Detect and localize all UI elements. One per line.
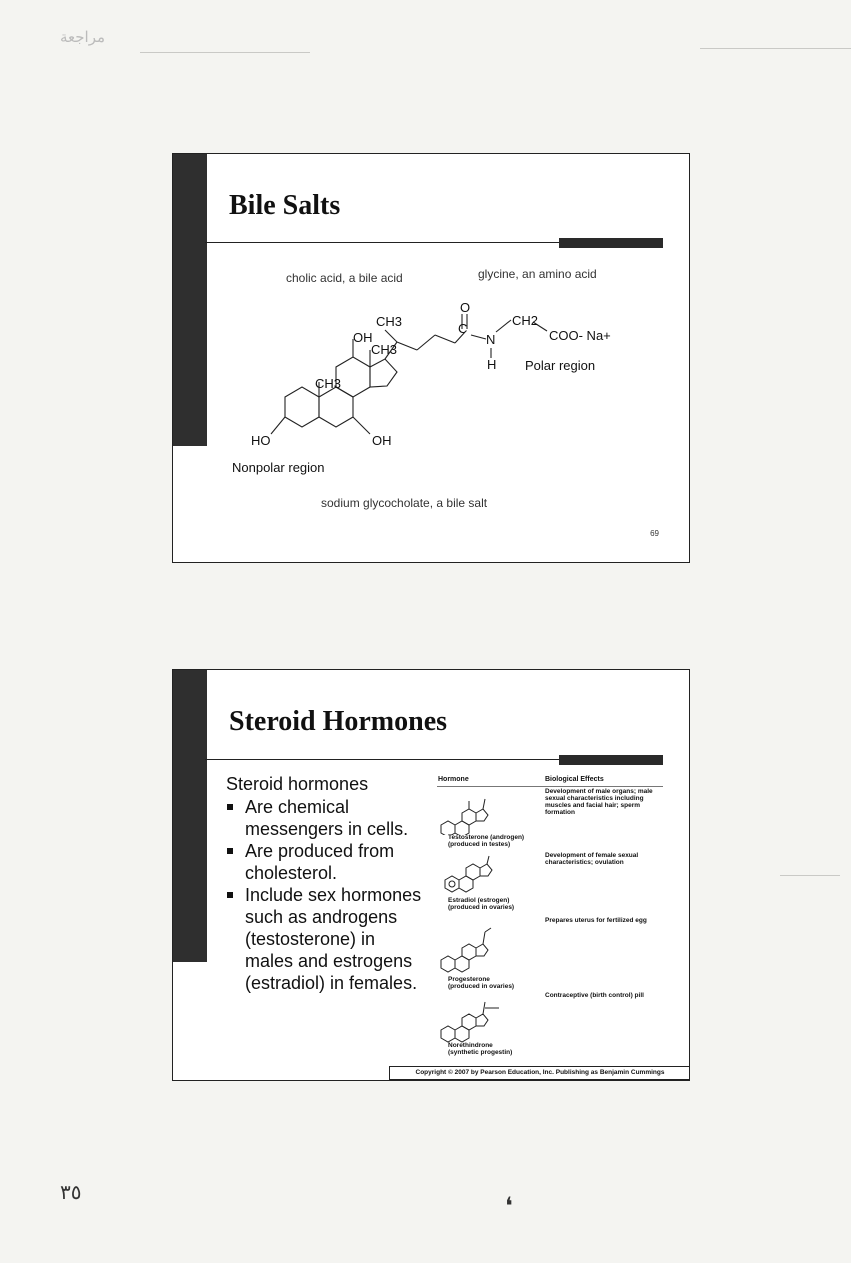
scan-header-text: ﻣﺮﺍﺟﻌﺔ bbox=[60, 29, 106, 46]
atom-h: H bbox=[487, 357, 497, 372]
hormone-name-line: Estradiol (estrogen) bbox=[448, 897, 510, 904]
slide-title: Bile Salts bbox=[229, 190, 341, 221]
scan-stray-line bbox=[780, 875, 840, 876]
hormone-effect: Development of male organs; male sexual characteristics including muscles and facial hair; sperm formation bbox=[545, 788, 653, 816]
hormone-name bbox=[448, 976, 514, 990]
hormone-source: (produced in testes) bbox=[448, 841, 511, 848]
atom-c: C bbox=[458, 321, 468, 336]
slide-bile-salts bbox=[172, 153, 690, 563]
polar-region-label: Polar region bbox=[525, 358, 596, 373]
atom-n: N bbox=[486, 332, 496, 347]
steroid-bullets bbox=[226, 796, 426, 994]
scan-rule-left bbox=[140, 52, 310, 53]
page-number: ٣٥ bbox=[60, 1182, 82, 1204]
atom-o: O bbox=[460, 300, 471, 315]
scan-rule-right bbox=[700, 48, 851, 49]
hormone-effect: Development of female sexual characteristics; ovulation bbox=[545, 852, 639, 866]
hormone-name-line: Progesterone bbox=[448, 976, 490, 983]
hormone-name-line: Norethindrone bbox=[448, 1042, 493, 1049]
ink-mark: ❛ bbox=[505, 1193, 513, 1220]
bullet-item: Are produced from cholesterol. bbox=[226, 840, 426, 884]
atom-ch3-left: CH3 bbox=[315, 376, 342, 391]
hormone-source: (produced in ovaries) bbox=[448, 983, 515, 990]
col-effects: Biological Effects bbox=[545, 776, 604, 783]
hormone-name bbox=[448, 897, 514, 911]
hormone-name bbox=[448, 1042, 512, 1056]
atom-ch3-top: CH3 bbox=[376, 314, 403, 329]
cholic-acid-label: cholic acid, a bile acid bbox=[286, 271, 403, 285]
hormone-source: (produced in ovaries) bbox=[448, 904, 515, 911]
atom-oh-bottom: OH bbox=[372, 433, 392, 448]
slide-sidebar bbox=[173, 670, 207, 962]
hormone-source: (synthetic progestin) bbox=[448, 1049, 513, 1056]
hormone-effect: Contraceptive (birth control) pill bbox=[545, 992, 644, 999]
atom-ch2: CH2 bbox=[512, 313, 539, 328]
col-hormone: Hormone bbox=[438, 776, 469, 783]
glycine-label: glycine, an amino acid bbox=[478, 267, 597, 281]
copyright-notice: Copyright © 2007 by Pearson Education, Inc. Publishing as Benjamin Cummings bbox=[389, 1066, 690, 1080]
atom-ho: HO bbox=[251, 433, 271, 448]
estradiol-structure bbox=[435, 850, 515, 898]
steroid-intro: Steroid hormones bbox=[226, 774, 369, 794]
hormone-effect: Prepares uterus for fertilized egg bbox=[545, 917, 647, 924]
bullet-item: Are chemical messengers in cells. bbox=[226, 796, 426, 840]
hormone-name-line: Testosterone (androgen) bbox=[448, 834, 525, 841]
norethindrone-structure bbox=[435, 992, 515, 1044]
hormone-name bbox=[448, 834, 524, 848]
slide-title: Steroid Hormones bbox=[229, 706, 448, 737]
slide-number: 69 bbox=[650, 529, 659, 538]
atom-ch3-mid: CH3 bbox=[371, 342, 398, 357]
sodium-glycocholate-caption: sodium glycocholate, a bile salt bbox=[321, 496, 488, 510]
testosterone-structure bbox=[435, 787, 515, 835]
title-rule-accent bbox=[559, 755, 663, 765]
atom-coo-na: COO- Na+ bbox=[549, 328, 611, 343]
progesterone-structure bbox=[435, 914, 515, 974]
bullet-item: Include sex hormones such as androgens (testosterone) in males and estrogens (estradiol) in females. bbox=[226, 884, 426, 994]
atom-oh-top: OH bbox=[353, 330, 373, 345]
nonpolar-region-label: Nonpolar region bbox=[232, 460, 325, 475]
slide-steroid-hormones bbox=[172, 669, 690, 1081]
